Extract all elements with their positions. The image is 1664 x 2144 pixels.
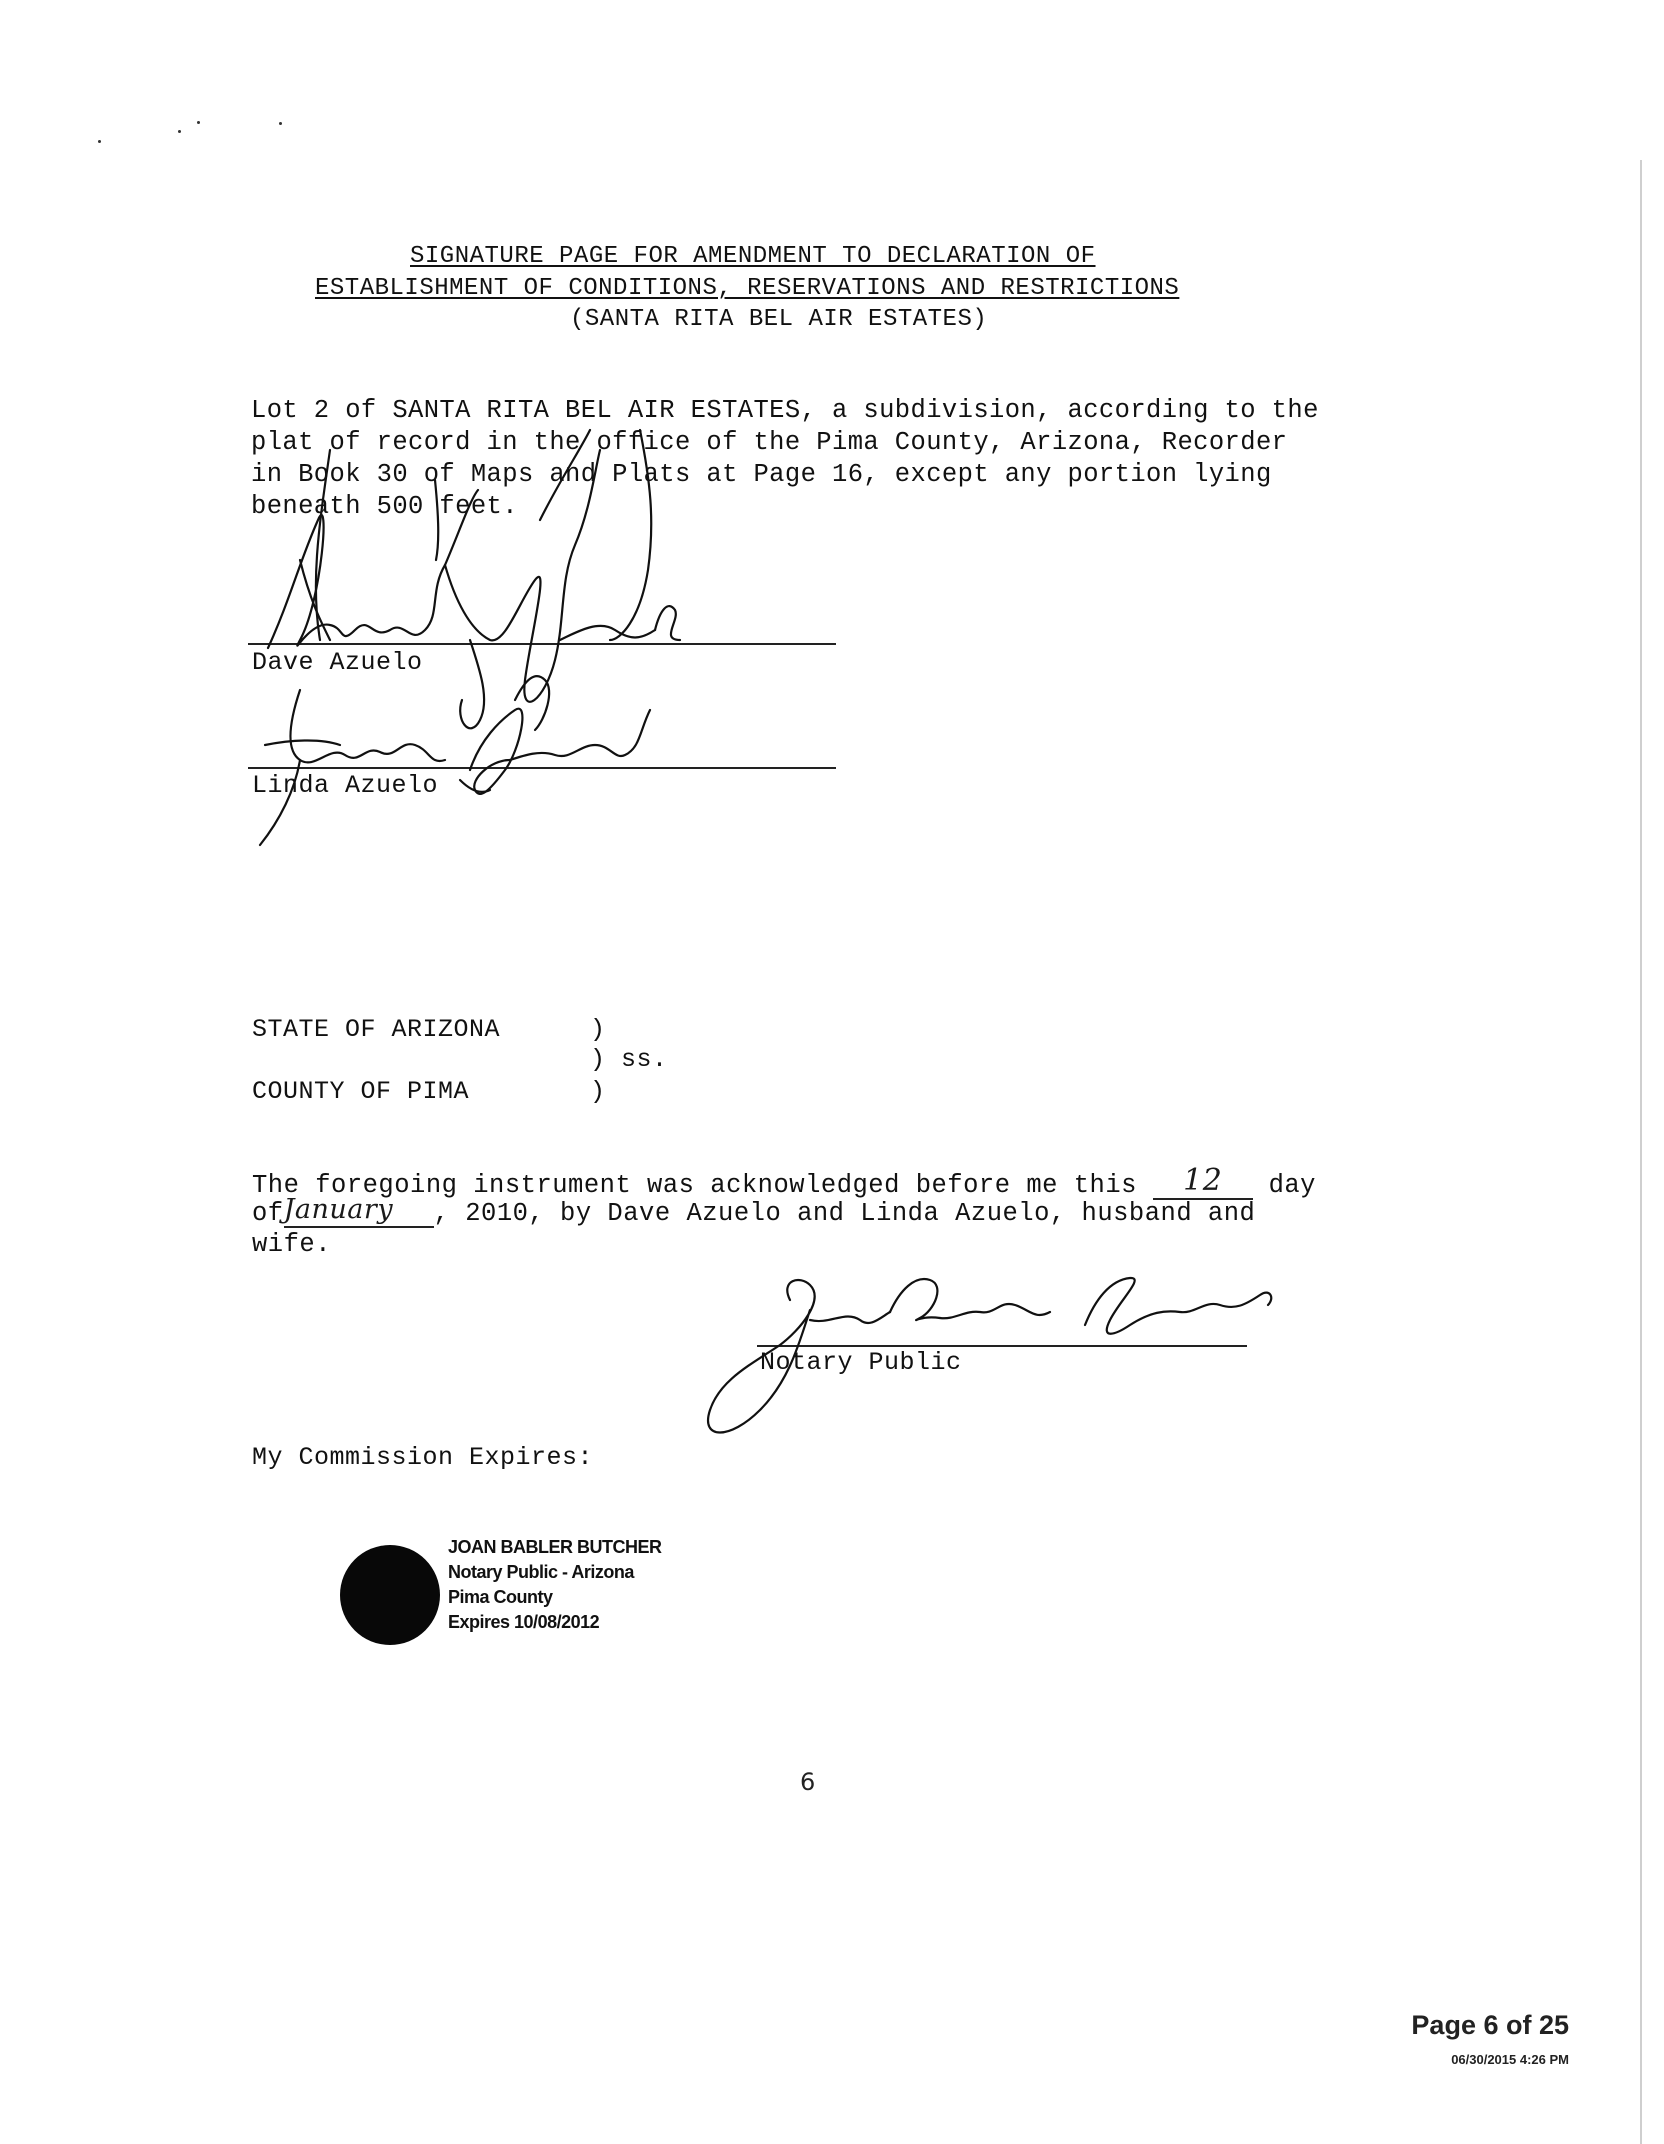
legal-line-2: plat of record in the office of the Pima County, Arizona, Recorder — [251, 428, 1288, 457]
legal-line-4: beneath 500 feet. — [251, 492, 518, 521]
page-number: 6 — [800, 1768, 816, 1796]
signatory-linda-name: Linda Azuelo — [252, 771, 439, 800]
ack-line1-suffix: day — [1268, 1171, 1316, 1200]
venue-ss: ) ss. — [590, 1045, 668, 1074]
signature-notary — [708, 1278, 1271, 1433]
commission-expires-label: My Commission Expires: — [252, 1443, 594, 1472]
ack-day-handwritten: 12 — [1183, 1163, 1223, 1198]
seal-expires: Expires 10/08/2012 — [448, 1612, 600, 1632]
venue-state: STATE OF ARIZONA — [252, 1015, 501, 1044]
legal-line-3: in Book 30 of Maps and Plats at Page 16, except any portion lying — [251, 460, 1272, 489]
legal-line-1: Lot 2 of SANTA RITA BEL AIR ESTATES, a subdivision, according to the — [251, 396, 1319, 425]
seal-county: Pima County — [448, 1587, 553, 1607]
notary-public-label: Notary Public — [760, 1348, 962, 1377]
signature-dave-azuelo — [268, 430, 680, 728]
ack-month-handwritten: January — [283, 1194, 394, 1225]
acknowledgment-line-3: wife. — [252, 1230, 332, 1259]
ack-line1-prefix: The foregoing instrument was acknowledged before me this — [252, 1171, 1137, 1200]
signature-linda-azuelo — [260, 676, 650, 845]
venue-county: COUNTY OF PIMA — [252, 1077, 470, 1106]
seal-title: Notary Public - Arizona — [448, 1562, 634, 1582]
title-line-2: ESTABLISHMENT OF CONDITIONS, RESERVATIONS AND RESTRICTIONS — [315, 275, 1180, 302]
venue-paren-3: ) — [590, 1077, 606, 1106]
venue-paren-1: ) — [590, 1015, 606, 1044]
signatory-dave-name: Dave Azuelo — [252, 648, 423, 677]
title-line-1: SIGNATURE PAGE FOR AMENDMENT TO DECLARATION OF — [410, 243, 1096, 270]
seal-name: JOAN BABLER BUTCHER — [448, 1537, 662, 1557]
ack-line2-suffix: , 2010, by Dave Azuelo and Linda Azuelo, husband and — [433, 1199, 1256, 1228]
footer-page-count: Page 6 of 25 — [1411, 2010, 1569, 2040]
footer-timestamp: 06/30/2015 4:26 PM — [1451, 2052, 1569, 2067]
title-line-3: (SANTA RITA BEL AIR ESTATES) — [570, 306, 988, 333]
ack-line2-prefix: of — [252, 1199, 284, 1228]
